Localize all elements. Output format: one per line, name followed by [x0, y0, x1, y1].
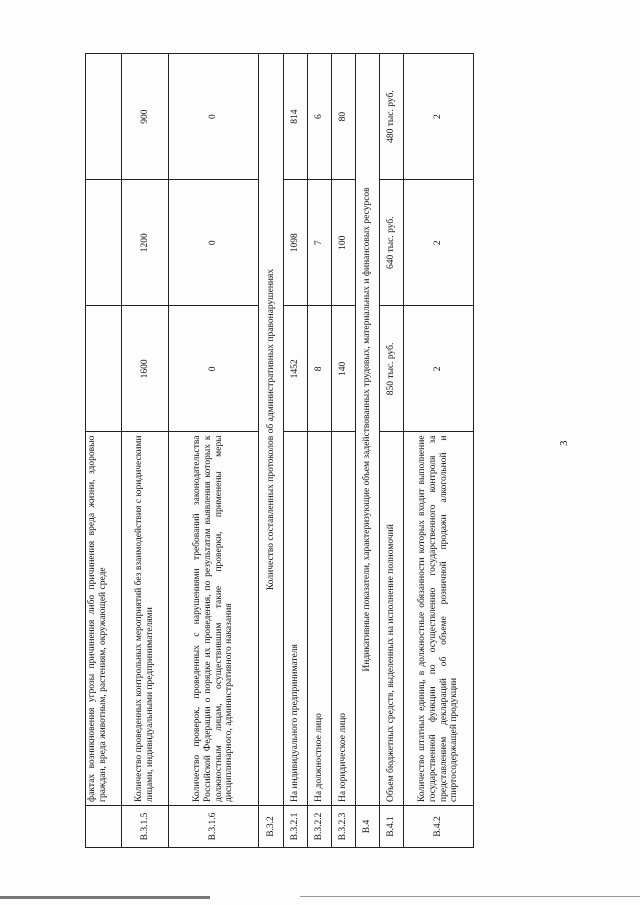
table-row [86, 54, 122, 848]
value-cell: 100 [332, 180, 356, 306]
row-name: Количество проверок, проведенных с нарушениями требований законодательства Российской Федерации о порядке их проведения, по результатам выявления которых к должностным лицам, осуществившим такие проверки, применены меры дисциплинарного, административного наказания [169, 432, 259, 805]
value-cell: 6 [308, 54, 332, 180]
value-cell: 1452 [284, 306, 308, 432]
section-heading: Количество составленных протоколов об административных правонарушениях [259, 54, 284, 806]
scan-edge-line [300, 896, 640, 897]
table-row [356, 54, 380, 848]
value-cell: 0 [169, 54, 259, 180]
value-cell: 2 [404, 306, 474, 432]
value-cell: 1098 [284, 180, 308, 306]
value-cell [86, 54, 122, 180]
value-cell: 2 [404, 180, 474, 306]
value-cell: 480 тыс. руб. [380, 54, 404, 180]
row-name: фактах возникновения угрозы причинения либо причинения вреда жизни, здоровью граждан, вреда животным, растениям, окружающей среде [86, 432, 122, 805]
value-cell: 140 [332, 306, 356, 432]
value-cell: 7 [308, 180, 332, 306]
table-row [308, 54, 332, 848]
row-code: В.3.2.3 [332, 805, 356, 847]
table-row [380, 54, 404, 848]
row-code [86, 805, 122, 847]
indicators-table [85, 53, 474, 848]
row-code: В.3.2 [259, 805, 284, 847]
rotated-table-block [85, 53, 460, 848]
row-code: В.4.2 [404, 805, 474, 847]
table-row [404, 54, 474, 848]
value-cell: 8 [308, 306, 332, 432]
row-code: В.4 [356, 805, 380, 847]
value-cell: 0 [169, 180, 259, 306]
scan-edge-line [0, 896, 210, 899]
section-heading: Индикативные показатели, характеризующие объем задействованных трудовых, материальных и финансовых ресурсов [356, 54, 380, 806]
value-cell: 2 [404, 54, 474, 180]
table-row [122, 54, 169, 848]
row-name: На индивидуального предпринимателя [284, 432, 308, 805]
row-name: На должностное лицо [308, 432, 332, 805]
row-code: В.4.1 [380, 805, 404, 847]
value-cell: 900 [122, 54, 169, 180]
table-row [259, 54, 284, 848]
value-cell: 1600 [122, 306, 169, 432]
row-code: В.3.1.5 [122, 805, 169, 847]
value-cell: 850 тыс. руб. [380, 306, 404, 432]
table-row [284, 54, 308, 848]
row-name: Количество проведенных контрольных мероприятий без взаимодействия с юридическими лицами, индивидуальными предпринимателями [122, 432, 169, 805]
row-name: На юридическое лицо [332, 432, 356, 805]
value-cell: 814 [284, 54, 308, 180]
row-code: В.3.2.1 [284, 805, 308, 847]
row-name: Количество штатных единиц, в должностные обязанности которых входит выполнение государственной функции по осуществлению государственного контроля за представлением деклараций об объеме розничной продажи алкогольной и спиртосодержащей продукции [404, 432, 474, 805]
value-cell: 0 [169, 306, 259, 432]
row-code: В.3.1.6 [169, 805, 259, 847]
value-cell: 640 тыс. руб. [380, 180, 404, 306]
row-name: Объем бюджетных средств, выделенных на исполнение полномочий [380, 432, 404, 805]
value-cell [86, 306, 122, 432]
page-number: 3 [558, 440, 570, 446]
value-cell [86, 180, 122, 306]
value-cell: 80 [332, 54, 356, 180]
table-row [169, 54, 259, 848]
row-code: В.3.2.2 [308, 805, 332, 847]
table-row [332, 54, 356, 848]
value-cell: 1200 [122, 180, 169, 306]
